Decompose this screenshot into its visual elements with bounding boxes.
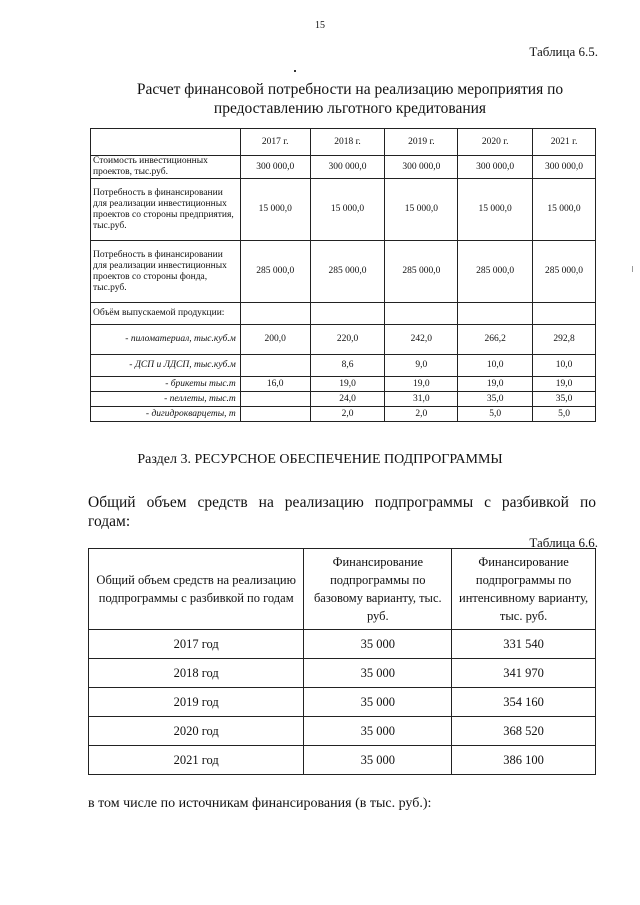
intensive-cell: 341 970 [452, 659, 596, 688]
intensive-cell: 331 540 [452, 630, 596, 659]
table-6-6-header-row [89, 549, 596, 630]
table-6-6-row [89, 630, 596, 659]
header-year-cell: 2017 г. [240, 129, 310, 156]
table-6-6-row [89, 659, 596, 688]
table-6-5-header-row [91, 129, 596, 156]
value-cell: 300 000,0 [533, 156, 596, 179]
row-label-cell: Потребность в финансировании для реализации инвестиционных проектов со стороны фонда, тыс.руб. [91, 241, 241, 303]
row-label-cell: - ДСП и ЛДСП, тыс.куб.м [91, 355, 241, 377]
value-cell: 5,0 [533, 407, 596, 422]
base-cell: 35 000 [304, 659, 452, 688]
value-cell: 19,0 [385, 377, 458, 392]
table-6-5-row [91, 241, 596, 303]
value-cell: 285 000,0 [533, 241, 596, 303]
value-cell: 15 000,0 [310, 179, 385, 241]
value-cell: 15 000,0 [240, 179, 310, 241]
value-cell: 24,0 [310, 392, 385, 407]
header-empty-cell [91, 129, 241, 156]
value-cell: 292,8 [533, 325, 596, 355]
paragraph-line-2: годам: [88, 513, 131, 530]
value-cell: 285 000,0 [310, 241, 385, 303]
value-cell: 220,0 [310, 325, 385, 355]
value-cell: 285 000,0 [385, 241, 458, 303]
row-label-cell: - дигидрокварцеты, т [91, 407, 241, 422]
table-6-6-row [89, 746, 596, 775]
intensive-cell: 354 160 [452, 688, 596, 717]
page-number: 15 [315, 20, 325, 31]
value-cell: 10,0 [533, 355, 596, 377]
row-label-cell: Стоимость инвестиционных проектов, тыс.руб. [91, 156, 241, 179]
value-cell: 242,0 [385, 325, 458, 355]
row-label-cell: Потребность в финансировании для реализации инвестиционных проектов со стороны предприятия, тыс.руб. [91, 179, 241, 241]
header-year-cell: 2020 г. [458, 129, 533, 156]
value-cell [240, 392, 310, 407]
value-cell [240, 407, 310, 422]
value-cell: 15 000,0 [458, 179, 533, 241]
year-cell: 2020 год [89, 717, 304, 746]
header-cell: Финансирование подпрограммы по базовому варианту, тыс. руб. [304, 549, 452, 630]
value-cell: 35,0 [458, 392, 533, 407]
table-6-6-row [89, 688, 596, 717]
base-cell: 35 000 [304, 688, 452, 717]
intensive-cell: 386 100 [452, 746, 596, 775]
table-6-5-row [91, 407, 596, 422]
table-6-5-row [91, 355, 596, 377]
value-cell [385, 303, 458, 325]
table-6-5 [90, 128, 596, 422]
value-cell: 2,0 [385, 407, 458, 422]
value-cell: 15 000,0 [533, 179, 596, 241]
table-6-6 [88, 548, 596, 775]
value-cell: 35,0 [533, 392, 596, 407]
value-cell [458, 303, 533, 325]
value-cell: 8,6 [310, 355, 385, 377]
header-year-cell: 2018 г. [310, 129, 385, 156]
table-6-5-row [91, 377, 596, 392]
value-cell: 285 000,0 [240, 241, 310, 303]
edge-mark [632, 266, 633, 272]
table-6-5-label: Таблица 6.5. [529, 44, 598, 59]
value-cell: 19,0 [458, 377, 533, 392]
value-cell: 285 000,0 [458, 241, 533, 303]
year-cell: 2021 год [89, 746, 304, 775]
value-cell: 10,0 [458, 355, 533, 377]
header-cell: Финансирование подпрограммы по интенсивному варианту, тыс. руб. [452, 549, 596, 630]
year-cell: 2017 год [89, 630, 304, 659]
table-6-5-row [91, 325, 596, 355]
value-cell: 31,0 [385, 392, 458, 407]
header-year-cell: 2021 г. [533, 129, 596, 156]
value-cell: 2,0 [310, 407, 385, 422]
table-6-5-title: Расчет финансовой потребности на реализацию мероприятия по предоставлению льготного кредитования [136, 81, 564, 117]
year-cell: 2019 год [89, 688, 304, 717]
year-cell: 2018 год [89, 659, 304, 688]
base-cell: 35 000 [304, 630, 452, 659]
stray-dot [294, 70, 296, 72]
row-label-cell: - пиломатериал, тыс.куб.м [91, 325, 241, 355]
table-6-5-row [91, 179, 596, 241]
table-6-6-row [89, 717, 596, 746]
value-cell [310, 303, 385, 325]
value-cell: 300 000,0 [458, 156, 533, 179]
row-label-cell: Объём выпускаемой продукции: [91, 303, 241, 325]
value-cell: 266,2 [458, 325, 533, 355]
section-title: Раздел 3. РЕСУРСНОЕ ОБЕСПЕЧЕНИЕ ПОДПРОГРАММЫ [137, 452, 503, 467]
table-6-5-row [91, 392, 596, 407]
value-cell: 15 000,0 [385, 179, 458, 241]
row-label-cell: - пеллеты, тыс.т [91, 392, 241, 407]
value-cell: 200,0 [240, 325, 310, 355]
intensive-cell: 368 520 [452, 717, 596, 746]
value-cell: 300 000,0 [310, 156, 385, 179]
table-6-6-label: Таблица 6.6. [529, 535, 598, 550]
footer-text: в том числе по источникам финансирования (в тыс. руб.): [88, 796, 432, 811]
value-cell [240, 303, 310, 325]
value-cell: 300 000,0 [240, 156, 310, 179]
base-cell: 35 000 [304, 746, 452, 775]
value-cell: 9,0 [385, 355, 458, 377]
value-cell [533, 303, 596, 325]
table-6-5-row [91, 156, 596, 179]
value-cell: 5,0 [458, 407, 533, 422]
value-cell: 300 000,0 [385, 156, 458, 179]
value-cell: 19,0 [533, 377, 596, 392]
value-cell: 16,0 [240, 377, 310, 392]
row-label-cell: - брикеты тыс.т [91, 377, 241, 392]
header-year-cell: 2019 г. [385, 129, 458, 156]
header-cell: Общий объем средств на реализацию подпрограммы с разбивкой по годам [89, 549, 304, 630]
value-cell: 19,0 [310, 377, 385, 392]
table-6-5-row [91, 303, 596, 325]
paragraph-line-1: Общий объем средств на реализацию подпрограммы с разбивкой по [88, 494, 596, 511]
value-cell [240, 355, 310, 377]
base-cell: 35 000 [304, 717, 452, 746]
